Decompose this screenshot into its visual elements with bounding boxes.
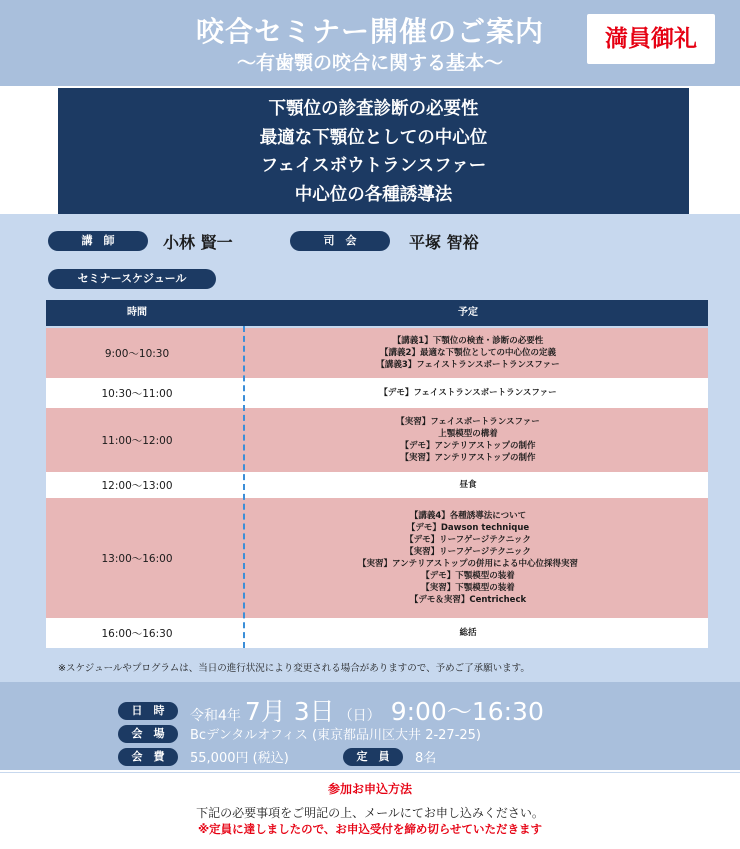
plan-item: 【デモ】フェイストランスボートランスファー (379, 388, 557, 398)
row-plan (228, 378, 708, 408)
plan-item: 昼食 (459, 480, 477, 490)
plan-item: 【デモ】下顎模型の装着 (421, 571, 515, 581)
full-badge: 満員御礼 (587, 14, 715, 64)
plan-item: 【実習】リーフゲージテクニック (405, 547, 531, 557)
plan-item: 【講義2】最適な下顎位としての中心位の定義 (380, 348, 556, 358)
date-time: 9:00～16:30 (390, 697, 544, 726)
table-row (46, 408, 708, 472)
schedule-note: ※スケジュールやプログラムは、当日の進行状況により変更される場合がありますので、予めご了承願います。 (58, 663, 530, 674)
row-plan (228, 328, 708, 378)
row-plan (228, 408, 708, 472)
apply-text: 下記の必要事項をご明記の上、メールにてお申し込みください。 (196, 806, 544, 820)
plan-item: 【デモ】リーフゲージテクニック (405, 535, 531, 545)
lecturer-label: 講 師 (48, 231, 148, 251)
fee-label: 会 費 (118, 748, 178, 766)
column-divider (243, 326, 245, 648)
table-row (46, 498, 708, 618)
apply-title: 参加お申込方法 (327, 782, 412, 796)
plan-item: 【実習】フェイスボートランスファー (396, 417, 540, 427)
venue-label: 会 場 (118, 725, 178, 743)
schedule-label: セミナースケジュール (48, 269, 216, 289)
row-time: 9:00～10:30 (104, 347, 170, 360)
plan-item: 総括 (459, 628, 477, 638)
plan-item: 【デモ】Dawson technique (406, 523, 530, 533)
date-month-day: 7月 3日 (244, 697, 335, 726)
topic-item: 下顎位の診査診断の必要性 (268, 99, 479, 119)
plan-item: 上顎模型の構着 (438, 429, 498, 439)
row-time: 10:30～11:00 (101, 387, 173, 400)
venue-value: Bcデンタルオフィス (東京都品川区大井 2-27-25) (190, 728, 482, 743)
date-label: 日 時 (118, 702, 178, 720)
table-row (46, 472, 708, 498)
row-time: 13:00～16:00 (101, 552, 173, 565)
topic-item: 最適な下顎位としての中心位 (259, 127, 488, 148)
table-row (46, 328, 708, 378)
fee-value: 55,000円 (税込) (190, 751, 289, 766)
table-row (46, 378, 708, 408)
row-plan (228, 498, 708, 618)
capacity-label: 定 員 (343, 748, 403, 766)
date-weekday: （日） (338, 708, 381, 724)
plan-item: 【講義4】各種誘導法について (409, 511, 527, 521)
apply-warning: ※定員に達しましたので、お申込受付を締め切らせていただきます (197, 822, 543, 836)
row-time: 16:00～16:30 (101, 627, 173, 640)
plan-item: 【デモ＆実習】Centricheck (409, 595, 527, 605)
table-header (46, 300, 708, 326)
plan-item: 【実習】下顎模型の装着 (421, 583, 515, 593)
page-subtitle: ～有歯顎の咬合に関する基本～ (236, 52, 503, 74)
topics-box (58, 88, 689, 214)
host-name: 平塚 智裕 (409, 233, 479, 252)
col-plan-header: 予定 (458, 307, 478, 318)
topic-item: フェイスボウトランスファー (260, 156, 487, 176)
plan-item: 【実習】アンテリアストップの制作 (400, 453, 536, 463)
date-era: 令和4年 (190, 708, 241, 724)
date-value (190, 692, 544, 728)
row-plan (228, 618, 708, 648)
plan-item: 【講義3】フェイストランスボートランスファー (376, 360, 560, 370)
capacity-value: 8名 (415, 751, 437, 766)
lecturer-name: 小林 賢一 (163, 233, 233, 252)
page-title: 咬合セミナー開催のご案内 (195, 15, 544, 48)
row-time: 11:00～12:00 (101, 434, 173, 447)
col-time-header: 時間 (127, 307, 147, 318)
host-label: 司 会 (290, 231, 390, 251)
table-row (46, 618, 708, 648)
row-time: 12:00～13:00 (101, 479, 173, 492)
plan-item: 【デモ】アンテリアストップの制作 (400, 441, 536, 451)
plan-item: 【実習】アンテリアストップの併用による中心位採得実習 (357, 559, 579, 569)
plan-item: 【講義1】下顎位の検査・診断の必要性 (392, 336, 544, 346)
row-plan (228, 472, 708, 498)
topic-item: 中心位の各種誘導法 (294, 184, 453, 205)
